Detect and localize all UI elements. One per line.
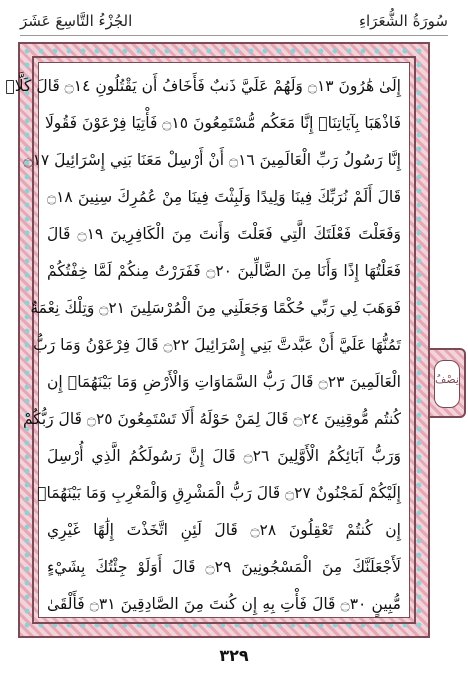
- page-number: ٣٢٩: [219, 646, 249, 665]
- text-line-3: إِنَّا رَسُولُ رَبِّ الْعَالَمِينَ ۝١٦ أَنْ أَرْسِلْ مَعَنَا بَنِي إِسْرَائِيلَ ۝١٧: [23, 151, 401, 169]
- text-line-14: لَأَجْعَلَنَّكَ مِنَ الْمَسْجُونِينَ ۝٢٩ قَالَ أَوَلَوْ جِئْتُكَ بِشَيْءٍ: [47, 558, 401, 576]
- text-line-15: مُّبِينٍ ۝٣٠ قَالَ فَأْتِ بِهِ إِن كُنتَ مِنَ الصَّادِقِينَ ۝٣١ فَأَلْقَىٰ: [47, 595, 401, 613]
- text-line-2: فَاذْهَبَا بِآيَاتِنَاۖ إِنَّا مَعَكُم مُّسْتَمِعُونَ ۝١٥ فَأْتِيَا فِرْعَوْنَ فَقُولَا: [44, 114, 401, 132]
- hizb-marker-medallion: [434, 360, 460, 408]
- text-line-7: فَوَهَبَ لِي رَبِّي حُكْمًا وَجَعَلَنِي مِنَ الْمُرْسَلِينَ ۝٢١ وَتِلْكَ نِعْمَةٌ: [30, 299, 401, 317]
- text-line-4: قَالَ أَلَمْ نُرَبِّكَ فِينَا وَلِيدًا وَلَبِثْتَ فِينَا مِنْ عُمُرِكَ سِنِينَ ۝١٨: [47, 188, 401, 206]
- hizb-marker-label: نِصْفُ: [435, 373, 459, 386]
- hizb-marker-tab: [430, 348, 466, 418]
- text-line-10: كُنتُم مُّوقِنِينَ ۝٢٤ قَالَ لِمَنْ حَوْلَهُ أَلَا تَسْتَمِعُونَ ۝٢٥ قَالَ رَبُّكُمْ: [22, 410, 401, 428]
- text-line-1: إِلَىٰ هَٰرُونَ ۝١٣ وَلَهُمْ عَلَيَّ ذَنبٌ فَأَخَافُ أَن يَقْتُلُونِ ۝١٤ قَالَ كَلَّاۖ: [5, 77, 401, 95]
- text-line-12: إِلَيْكُمْ لَمَجْنُونٌ ۝٢٧ قَالَ رَبُّ الْمَشْرِقِ وَالْمَغْرِبِ وَمَا بَيْنَهُمَاۖ: [37, 484, 401, 502]
- header-rule: [20, 35, 448, 36]
- page-header: [20, 10, 448, 36]
- text-line-13: إِن كُنتُمْ تَعْقِلُونَ ۝٢٨ قَالَ لَئِنِ اتَّخَذْتَ إِلَٰهًا غَيْرِي: [47, 521, 401, 539]
- text-line-6: فَعَلْتُهَا إِذًا وَأَنَا مِنَ الضَّالِّينَ ۝٢٠ فَفَرَرْتُ مِنكُمْ لَمَّا خِفْتُكُمْ: [47, 262, 401, 280]
- text-line-5: وَفَعَلْتَ فَعْلَتَكَ الَّتِي فَعَلْتَ وَأَنتَ مِنَ الْكَافِرِينَ ۝١٩ قَالَ: [47, 225, 401, 243]
- ornamental-frame: [5, 42, 430, 638]
- text-line-11: وَرَبُّ آبَائِكُمُ الْأَوَّلِينَ ۝٢٦ قَالَ إِنَّ رَسُولَكُمُ الَّذِي أُرْسِلَ: [47, 447, 401, 465]
- text-line-8: تَمُنُّهَا عَلَيَّ أَنْ عَبَّدتَّ بَنِي إِسْرَائِيلَ ۝٢٢ قَالَ فِرْعَوْنُ وَمَا رَبُّ: [33, 336, 401, 354]
- text-line-9: الْعَالَمِينَ ۝٢٣ قَالَ رَبُّ السَّمَاوَاتِ وَالْأَرْضِ وَمَا بَيْنَهُمَاۖ إِن: [47, 373, 401, 391]
- surah-name: سُورَةُ الشُّعَرَاءِ: [358, 12, 448, 30]
- juz-name: الجُزْءُ التَّاسِعَ عَشَرَ: [20, 12, 133, 30]
- text-panel: [5, 62, 410, 618]
